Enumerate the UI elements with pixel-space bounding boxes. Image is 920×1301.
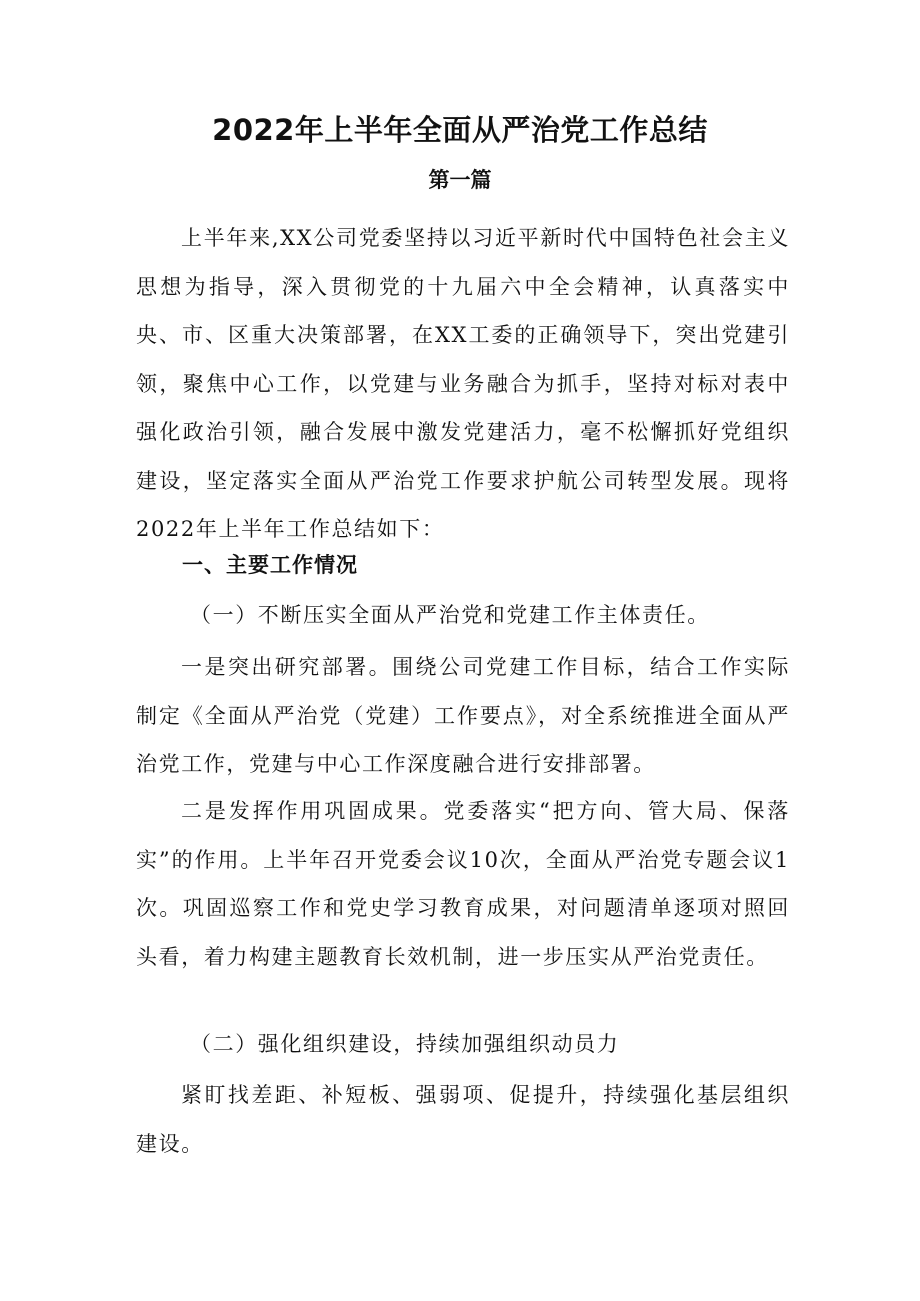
subsection-heading-organization: （二）强化组织建设，持续加强组织动员力 bbox=[190, 1032, 620, 1056]
document-title: 2022年上半年全面从严治党工作总结 bbox=[212, 113, 708, 147]
paragraph-research-deployment: 一是突出研究部署。围绕公司党建工作目标，结合工作实际制定《全面从严治党（党建）工作要点》，对全系统推进全面从严治党工作，党建与中心工作深度融合进行安排部署。 bbox=[136, 655, 790, 776]
paragraph-grassroots-building: 紧盯找差距、补短板、强弱项、促提升，持续强化基层组织建设。 bbox=[136, 1083, 790, 1156]
intro-paragraph: 上半年来,XX公司党委坚持以习近平新时代中国特色社会主义思想为指导，深入贯彻党的十九届六中全会精神，认真落实中央、市、区重大决策部署，在XX工委的正确领导下，突出党建引领，聚焦中心工作，以党建与业务融合为抓手，坚持对标对表中强化政治引领，融合发展中激发党建活力，毫不松懈抓好党组织建设，坚定落实全面从严治党工作要求护航公司转型发展。现将2022年上半年工作总结如下： bbox=[136, 226, 790, 541]
document-subtitle: 第一篇 bbox=[428, 168, 492, 192]
section-heading-main-work: 一、主要工作情况 bbox=[182, 553, 358, 577]
paragraph-consolidate-results: 二是发挥作用巩固成果。党委落实“把方向、管大局、保落实”的作用。上半年召开党委会议10次，全面从严治党专题会议1次。巩固巡察工作和党史学习教育成果，对问题清单逐项对照回头看，着力构建主题教育长效机制，进一步压实从严治党责任。 bbox=[136, 799, 790, 969]
subsection-heading-responsibility: （一）不断压实全面从严治党和党建工作主体责任。 bbox=[190, 603, 710, 627]
